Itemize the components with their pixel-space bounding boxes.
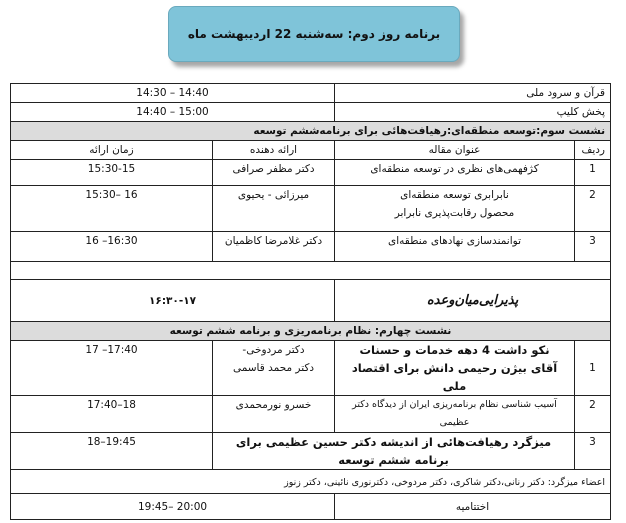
schedule-table xyxy=(10,83,611,520)
opening-item: قرآن و سرود ملی xyxy=(335,84,611,103)
paper-title: نابرابری توسعه منطقه‌ای xyxy=(400,189,509,201)
row-num: 1 xyxy=(575,341,611,396)
closing-time: 19:45– 20:00 xyxy=(11,494,335,520)
closing-row xyxy=(11,494,611,520)
opening-time: 14:30 – 14:40 xyxy=(11,84,335,103)
row-num: 1 xyxy=(575,160,611,186)
presenter: دکتر غلامرضا کاظمیان xyxy=(213,232,335,262)
panel-members: اعضاء میزگرد: دکتر رنانی،دکتر شاکری، دکتر مردوخی، دکترنوری نائینی، دکتر زنوز xyxy=(11,470,611,494)
presentation-time: 15:30-15 xyxy=(11,160,213,186)
presenter: خسرو نورمحمدی xyxy=(213,396,335,433)
paper-title: نکو داشت 4 دهه خدمات و حسنات xyxy=(359,343,550,357)
row-num: 3 xyxy=(575,433,611,470)
clip-row xyxy=(11,103,611,122)
header-time: زمان ارائه xyxy=(11,141,213,160)
members-row xyxy=(11,470,611,494)
row-num: 3 xyxy=(575,232,611,262)
page-title-box xyxy=(168,6,460,62)
session3-heading-row xyxy=(11,122,611,141)
row-num: 2 xyxy=(575,396,611,433)
presenter-line2: دکتر محمد قاسمی xyxy=(232,362,315,374)
session3-row-2 xyxy=(11,186,611,232)
session4-row-2 xyxy=(11,396,611,433)
clip-item: پخش کلیپ xyxy=(335,103,611,122)
presenter-cell xyxy=(213,341,335,396)
paper-title: آسیب شناسی نظام برنامه‌ریزی ایران از دیدگاه دکتر عظیمی xyxy=(335,396,575,433)
presentation-time: 15:30– 16 xyxy=(11,186,213,232)
paper-title: میزگرد رهیافت‌هائی از اندیشه دکتر حسین عظیمی برای برنامه ششم توسعه xyxy=(213,433,575,470)
closing-item: اختتامیه xyxy=(335,494,611,520)
page-title: برنامه روز دوم: سه‌شنبه 22 اردیبهشت ماه xyxy=(187,27,441,41)
session3-row-3 xyxy=(11,232,611,262)
presenter: دکتر مردوخی- xyxy=(242,344,305,356)
paper-title-line2: آقای بیژن رحیمی دانش برای اقتصاد ملی xyxy=(351,361,558,393)
session3-header-row xyxy=(11,141,611,160)
presenter: میرزائی - یحیوی xyxy=(213,186,335,232)
session4-row-3 xyxy=(11,433,611,470)
session3-row-1 xyxy=(11,160,611,186)
break-label-cell xyxy=(335,280,611,322)
presentation-time: 18–19:45 xyxy=(11,433,213,470)
spacer-row xyxy=(11,262,611,280)
presenter: دکتر مظفر صرافی xyxy=(213,160,335,186)
session4-heading-row xyxy=(11,322,611,341)
session3-heading: نشست سوم:توسعه منطقه‌ای:رهیافت‌هائی برای برنامه‌ششم توسعه xyxy=(11,122,611,141)
header-title: عنوان مقاله xyxy=(335,141,575,160)
presentation-time: 17:40–18 xyxy=(11,396,213,433)
paper-title-cell xyxy=(335,186,575,232)
clip-time: 14:40 – 15:00 xyxy=(11,103,335,122)
session4-row-1 xyxy=(11,341,611,396)
paper-title-cell xyxy=(335,341,575,396)
row-num: 2 xyxy=(575,186,611,232)
opening-row xyxy=(11,84,611,103)
break-label: پذیرایی‌میان‌وعده xyxy=(426,292,519,308)
paper-title-line2: محصول رقابت‌پذیری نابرابر xyxy=(394,207,515,219)
paper-title: کژفهمی‌های نظری در توسعه منطقه‌ای xyxy=(335,160,575,186)
presentation-time: 16 –16:30 xyxy=(11,232,213,262)
break-row xyxy=(11,280,611,322)
break-time: ۱۶:۳۰-۱۷ xyxy=(11,280,335,322)
session4-heading: نشست چهارم: نظام برنامه‌ریزی و برنامه ششم توسعه xyxy=(11,322,611,341)
header-presenter: ارائه دهنده xyxy=(213,141,335,160)
paper-title: توانمندسازی نهادهای منطقه‌ای xyxy=(335,232,575,262)
header-row-num: ردیف xyxy=(575,141,611,160)
presentation-time: 17 –17:40 xyxy=(11,341,213,396)
